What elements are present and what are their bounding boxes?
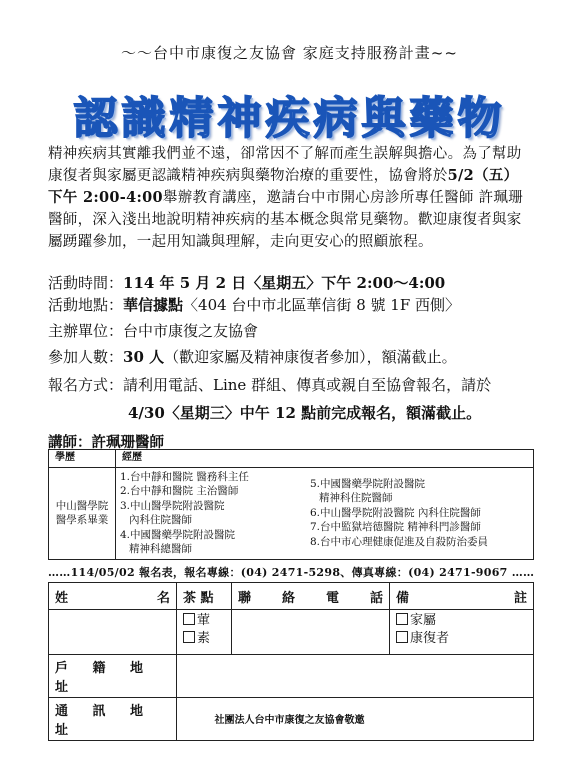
checkbox-icon[interactable]	[183, 613, 195, 625]
lecturer: 講師：許珮珊醫師	[48, 434, 164, 451]
registration-cut-line: ……114/05/02 報名表，報名專線：(04) 2471-5298、傳真專線：(04) 2471-9067 ……	[48, 566, 535, 579]
event-place	[48, 294, 460, 316]
program-header: ～～台中市康復之友協會 家庭支持服務計畫~~	[121, 44, 458, 62]
cv-exp-item: 4.中國醫藥學院附設醫院	[120, 528, 236, 541]
intro-date: 5/2（五）下午 2:00-4:00	[48, 167, 519, 206]
form-col-phone-char: 聯	[238, 590, 252, 606]
signup-method: 報名方式：請利用電話、Line 群組、傳真或親自至協會報名，請於	[48, 376, 492, 394]
form-col-snack: 茶 點	[177, 583, 232, 610]
snack-option-meat[interactable]	[183, 612, 225, 630]
cv-exp-item: 內科住院醫師	[129, 514, 192, 526]
checkbox-icon[interactable]	[396, 631, 408, 643]
snack-option-label: 素	[197, 631, 211, 646]
snack-option-label: 葷	[197, 613, 211, 628]
cv-col-experience: 經歷	[116, 450, 534, 468]
cv-exp-item: 精神科住院醫師	[319, 492, 393, 505]
event-place-name: 華信據點	[123, 296, 184, 314]
note-option-family[interactable]	[396, 612, 527, 630]
form-col-name	[49, 583, 177, 610]
household-address-label: 戶 籍 地 址	[49, 655, 177, 698]
mailing-address-label: 通 訊 地 址	[49, 698, 177, 741]
form-col-note-char: 備	[396, 590, 410, 606]
organizer: 主辦單位：台中市康復之友協會	[48, 322, 259, 340]
checkbox-icon[interactable]	[183, 631, 195, 643]
note-option-label: 家屬	[410, 613, 437, 628]
cv-school-line: 醫學系畢業	[55, 514, 109, 526]
participants	[48, 346, 457, 368]
form-col-note	[390, 583, 534, 610]
intro-paragraph	[48, 143, 526, 253]
form-col-phone-char: 電	[325, 590, 339, 606]
page-title: 認識精神疾病與藥物	[73, 93, 506, 144]
cv-exp-item: 8.台中市心理健康促進及自殺防治委員	[310, 535, 489, 548]
household-address-input[interactable]	[177, 655, 534, 698]
form-col-name-char: 姓	[55, 590, 69, 606]
cv-exp-item: 6.中山醫學院附設醫院 內科住院醫師	[310, 506, 481, 519]
cv-exp-item: 3.中山醫學院附設醫院	[120, 499, 225, 512]
lecturer-cv-table	[48, 449, 534, 560]
event-time-label: 活動時間：	[48, 274, 124, 292]
intro-text-1: 精神疾病其實離我們並不遠，卻常因不了解而產生誤解與擔心。為了幫助康復者與家屬更認識精神疾病與藥物治療的重要性，協會將於	[48, 146, 522, 184]
form-col-phone-char: 絡	[281, 590, 295, 606]
checkbox-icon[interactable]	[396, 613, 408, 625]
cv-education	[49, 467, 116, 559]
snack-option-veg[interactable]	[183, 630, 225, 648]
note-options	[390, 610, 534, 655]
name-input-cell[interactable]	[49, 610, 177, 655]
cv-experience-left	[116, 467, 307, 559]
intro-text-2: 舉辦教育講座，邀請台中市開心房診所專任醫師 許珮珊醫師，深入淺出地說明精神疾病的基本概念與常見藥物。歡迎康復者與家屬踴躍參加，一起用知識與理解，走向更安心的照顧旅程。	[48, 190, 524, 250]
form-col-phone-char: 話	[369, 590, 383, 606]
cv-exp-item: 5.中國醫藥學院附設醫院	[310, 477, 426, 490]
form-col-note-char: 註	[513, 590, 527, 606]
note-option-label: 康復者	[410, 631, 450, 646]
event-time	[48, 272, 445, 294]
snack-options	[177, 610, 232, 655]
note-option-recoverer[interactable]	[396, 630, 527, 648]
participants-note: （歡迎家屬及精神康復者參加），額滿截止。	[164, 348, 457, 366]
participants-label: 參加人數：	[48, 348, 124, 366]
cv-col-education: 學歷	[49, 450, 116, 468]
cv-school-line: 中山醫學院	[55, 499, 109, 512]
participants-count: 30 人	[123, 348, 165, 366]
form-col-phone	[232, 583, 390, 610]
signup-deadline: 4/30〈星期三〉中午 12 點前完成報名，額滿截止。	[128, 404, 482, 422]
phone-input-cell[interactable]	[232, 610, 390, 655]
event-time-value: 114 年 5 月 2 日〈星期五〉下午 2:00～4:00	[123, 274, 446, 292]
footer-invitation: 社團法人台中市康復之友協會敬邀	[214, 715, 365, 726]
cv-experience-right	[306, 467, 534, 559]
cv-exp-item: 7.台中監獄培德醫院 精神科門診醫師	[310, 521, 481, 534]
cv-exp-item: 1.台中靜和醫院 醫務科主任	[120, 470, 249, 483]
cv-exp-item: 精神科總醫師	[129, 543, 192, 555]
event-place-label: 活動地點：	[48, 296, 124, 314]
form-col-name-char: 名	[156, 590, 170, 606]
cv-exp-item: 2.台中靜和醫院 主治醫師	[120, 485, 239, 497]
event-place-address: 〈404 台中市北區華信街 8 號 1F 西側〉	[183, 296, 460, 314]
